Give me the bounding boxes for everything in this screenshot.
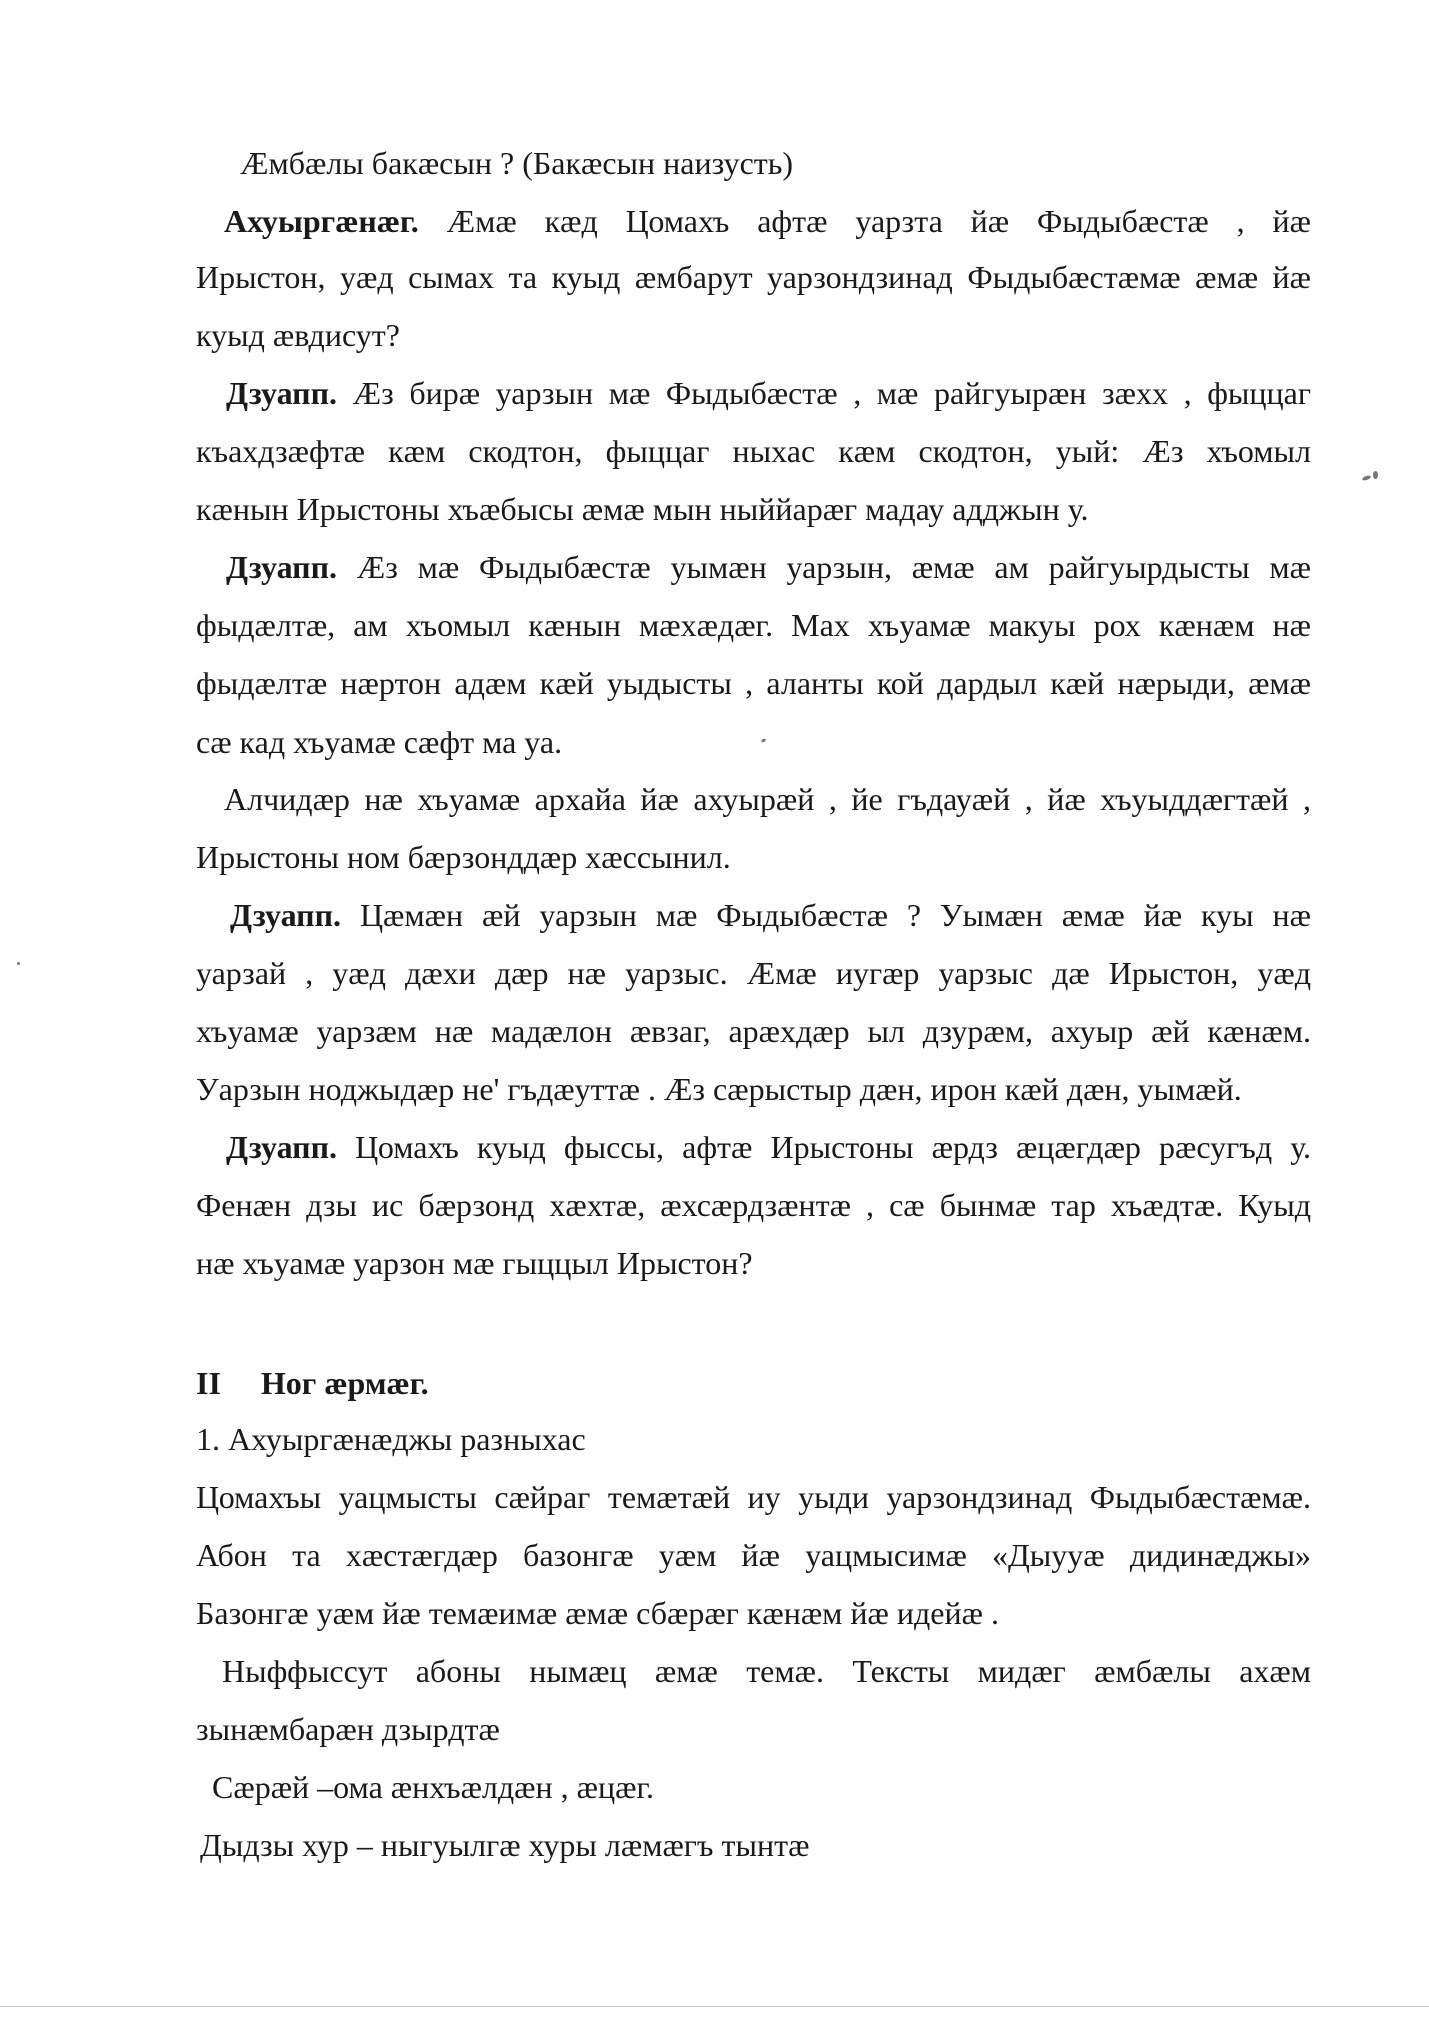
text-line (196, 1593, 999, 1633)
line-text: Æз мæ Фыдыбæстæ уымæн уарзын, æмæ ам райгуырдысты мæ (337, 549, 1311, 585)
text-line (212, 1767, 654, 1807)
speaker-label: Дзуапп. (226, 375, 338, 411)
line-text: 1. Ахуыргæнæджы разныхас (196, 1421, 586, 1457)
line-text: Æмбæлы бакæсын ? (Бакæсын наизусть) (240, 145, 794, 181)
text-line (196, 722, 562, 762)
text-line (196, 315, 400, 355)
line-text: нæ хъуамæ уарзон мæ гыццыл Ирыстон? (196, 1245, 753, 1281)
line-text: уарзай , уæд дæхи дæр нæ уарзыс. Æмæ иугæр уарзыс дæ Ирыстон, уæд (196, 955, 1311, 991)
text-line (240, 143, 793, 183)
line-text: Базонгæ уæм йæ темæимæ æмæ сбæрæг кæнæм йæ идейæ . (196, 1595, 999, 1631)
text-line (196, 663, 1311, 703)
line-text: Ныффыссут абоны нымæц æмæ темæ. Тексты мидæг æмбæлы ахæм (222, 1653, 1311, 1689)
page-edge (0, 2006, 1429, 2007)
line-text: Æз бирæ уарзын мæ Фыдыбæстæ , мæ райгуырæн зæхх , фыццаг (337, 375, 1311, 411)
speaker-label: Дзуапп. (230, 897, 342, 933)
text-line (196, 489, 1089, 529)
line-text: куыд æвдисут? (196, 317, 400, 353)
scan-speck (761, 738, 767, 743)
line-text: Цæмæн æй уарзын мæ Фыдыбæстæ ? Уымæн æмæ йæ куы нæ (341, 897, 1311, 933)
line-text: сæ кад хъуамæ сæфт ма уа. (196, 724, 563, 760)
line-text: Алчидæр нæ хъуамæ архайа йæ ахуырæй , йе гъдауæй , йæ хъуыддæгтæй , (224, 781, 1311, 817)
text-line (196, 1185, 1311, 1225)
line-text: кæнын Ирыстоны хъæбысы æмæ мын ныййарæг мадау адджын у. (196, 491, 1089, 527)
text-line (196, 837, 731, 877)
text-line (230, 895, 1311, 935)
text-line (196, 1535, 1311, 1575)
text-line (196, 1243, 753, 1283)
text-line (226, 373, 1311, 413)
section-heading (196, 1363, 429, 1403)
text-line (196, 1477, 1311, 1517)
speaker-label: Дзуапп. (226, 549, 338, 585)
text-line (196, 953, 1311, 993)
line-text: Дыдзы хур – ныгуылгæ хуры лæмæгъ тынтæ (200, 1827, 810, 1863)
line-text: Сæрæй –ома æнхъæлдæн , æцæг. (212, 1769, 654, 1805)
line-text: Уарзын ноджыдæр не' гъдæуттæ . Æз сæрыстыр дæн, ирон кæй дæн, уымæй. (196, 1071, 1242, 1107)
text-line (196, 605, 1311, 645)
line-text: Фенæн дзы ис бæрзонд хæхтæ, æхсæрдзæнтæ , сæ бынмæ тар хъæдтæ. Куыд (196, 1187, 1311, 1223)
line-text: къахдзæфтæ кæм скодтон, фыццаг ныхас кæм скодтон, уый: Æз хъомыл (196, 433, 1311, 469)
text-line (200, 1825, 809, 1865)
line-text: Цомахъы уацмысты сæйраг темæтæй иу уыди уарзондзинад Фыдыбæстæмæ. (196, 1479, 1311, 1515)
text-line (224, 201, 1311, 241)
text-line (226, 1127, 1311, 1167)
text-line (196, 1709, 500, 1749)
line-text: Ирыстоны ном бæрзонддæр хæссынил. (196, 839, 731, 875)
scan-speck (1373, 471, 1378, 479)
line-text: фыдæлтæ нæртон адæм кæй уыдысты , аланты кой дардыл кæй нæрыди, æмæ (196, 665, 1311, 701)
line-text: Æмæ кæд Цомахъ афтæ уарзта йæ Фыдыбæстæ , йæ (418, 203, 1312, 239)
text-line (196, 257, 1311, 297)
scan-speck (1362, 475, 1372, 482)
text-line (222, 1651, 1311, 1691)
text-line (196, 1011, 1311, 1051)
speaker-label: Ахуыргæнæг. (224, 203, 419, 239)
heading-text: II Ног æрмæг. (196, 1365, 429, 1401)
speaker-label: Дзуапп. (226, 1129, 338, 1165)
text-line (196, 1419, 586, 1459)
line-text: Ирыстон, уæд сымах та куыд æмбарут уарзондзинад Фыдыбæстæмæ æмæ йæ (196, 259, 1311, 295)
line-text: фыдæлтæ, ам хъомыл кæнын мæхæдæг. Мах хъуамæ макуы рох кæнæм нæ (196, 607, 1311, 643)
line-text: Цомахъ куыд фыссы, афтæ Ирыстоны æрдз æцæгдæр рæсугъд у. (337, 1129, 1311, 1165)
text-line (196, 1069, 1242, 1109)
line-text: хъуамæ уарзæм нæ мадæлон æвзаг, арæхдæр ыл дзурæм, ахуыр æй кæнæм. (196, 1013, 1311, 1049)
scan-speck (17, 962, 20, 965)
text-line (196, 431, 1311, 471)
line-text: зынæмбарæн дзырдтæ (196, 1711, 500, 1747)
line-text: Абон та хæстæгдæр базонгæ уæм йæ уацмысимæ «Дыууæ дидинæджы» (196, 1537, 1311, 1573)
text-line (224, 779, 1311, 819)
text-line (226, 547, 1311, 587)
